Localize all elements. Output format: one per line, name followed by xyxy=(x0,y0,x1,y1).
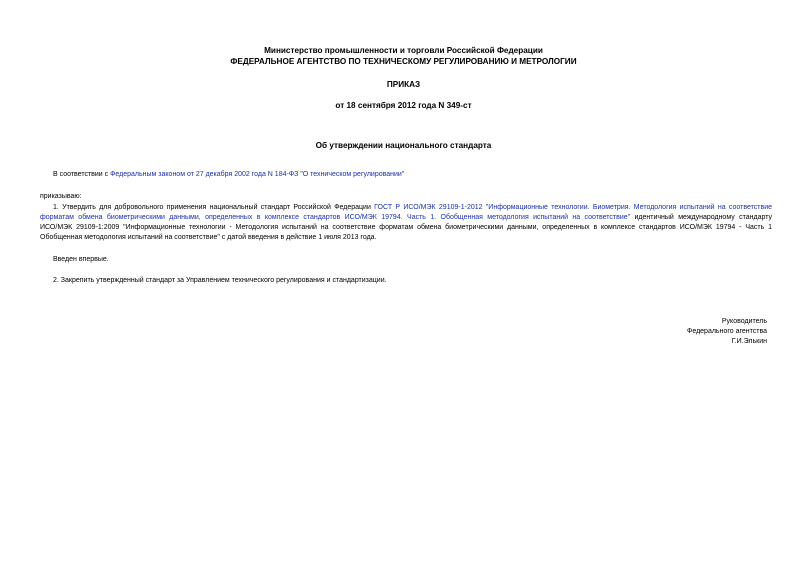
item2-paragraph: 2. Закрепить утвержденный стандарт за Управлением технического регулирования и стандартизации. xyxy=(53,277,387,284)
agency-title: ФЕДЕРАЛЬНОЕ АГЕНТСТВО ПО ТЕХНИЧЕСКОМУ РЕГУЛИРОВАНИЮ И МЕТРОЛОГИИ xyxy=(230,57,577,66)
signature-agency: Федерального агентства xyxy=(687,328,767,335)
order-word: приказываю: xyxy=(40,193,82,200)
item1-line3: ИСО/МЭК 29109-1:2009 "Информационные технологии - Методология испытаний на соответствие форматам обмена биометрическими данными, определенных в комплексе стандартов ИСО/МЭК 19794 - Часть 1 xyxy=(40,224,772,231)
first-time-note: Введен впервые. xyxy=(53,256,109,263)
document-subject: Об утверждении национального стандарта xyxy=(315,141,492,150)
item1-identical: идентичный международному стандарту xyxy=(630,214,772,221)
intro-prefix: В соответствии с xyxy=(53,171,111,178)
item1-line1 xyxy=(40,203,772,213)
document-date-number: от 18 сентября 2012 года N 349-ст xyxy=(335,101,472,110)
item1-line4: Обобщенная методология испытаний на соответствие" с датой введения в действие 1 июля 2013 года. xyxy=(40,234,377,241)
item1-prefix: 1. Утвердить для добровольного применения национальный стандарт Российской Федерации xyxy=(53,204,375,211)
signature-name: Г.И.Элькин xyxy=(731,338,767,345)
gost-link-part1[interactable]: ГОСТ Р ИСО/МЭК 29109-1-2012 "Информационные технологии. Биометрия. Методология испытаний на соответствие xyxy=(374,204,772,211)
signature-position: Руководитель xyxy=(721,318,767,325)
document-type: ПРИКАЗ xyxy=(386,80,421,89)
item1-line2 xyxy=(40,213,772,223)
federal-law-link[interactable]: Федеральным законом от 27 декабря 2002 года N 184-ФЗ "О техническом регулировании" xyxy=(110,171,405,178)
intro-paragraph xyxy=(53,170,404,180)
gost-link-part2[interactable]: форматам обмена биометрическими данными, определенных в комплексе стандартов ИСО/МЭК 19794. Часть 1. Обобщенная методология испытаний на соответствие" xyxy=(40,214,631,221)
ministry-title: Министерство промышленности и торговли Российской Федерации xyxy=(264,46,543,55)
